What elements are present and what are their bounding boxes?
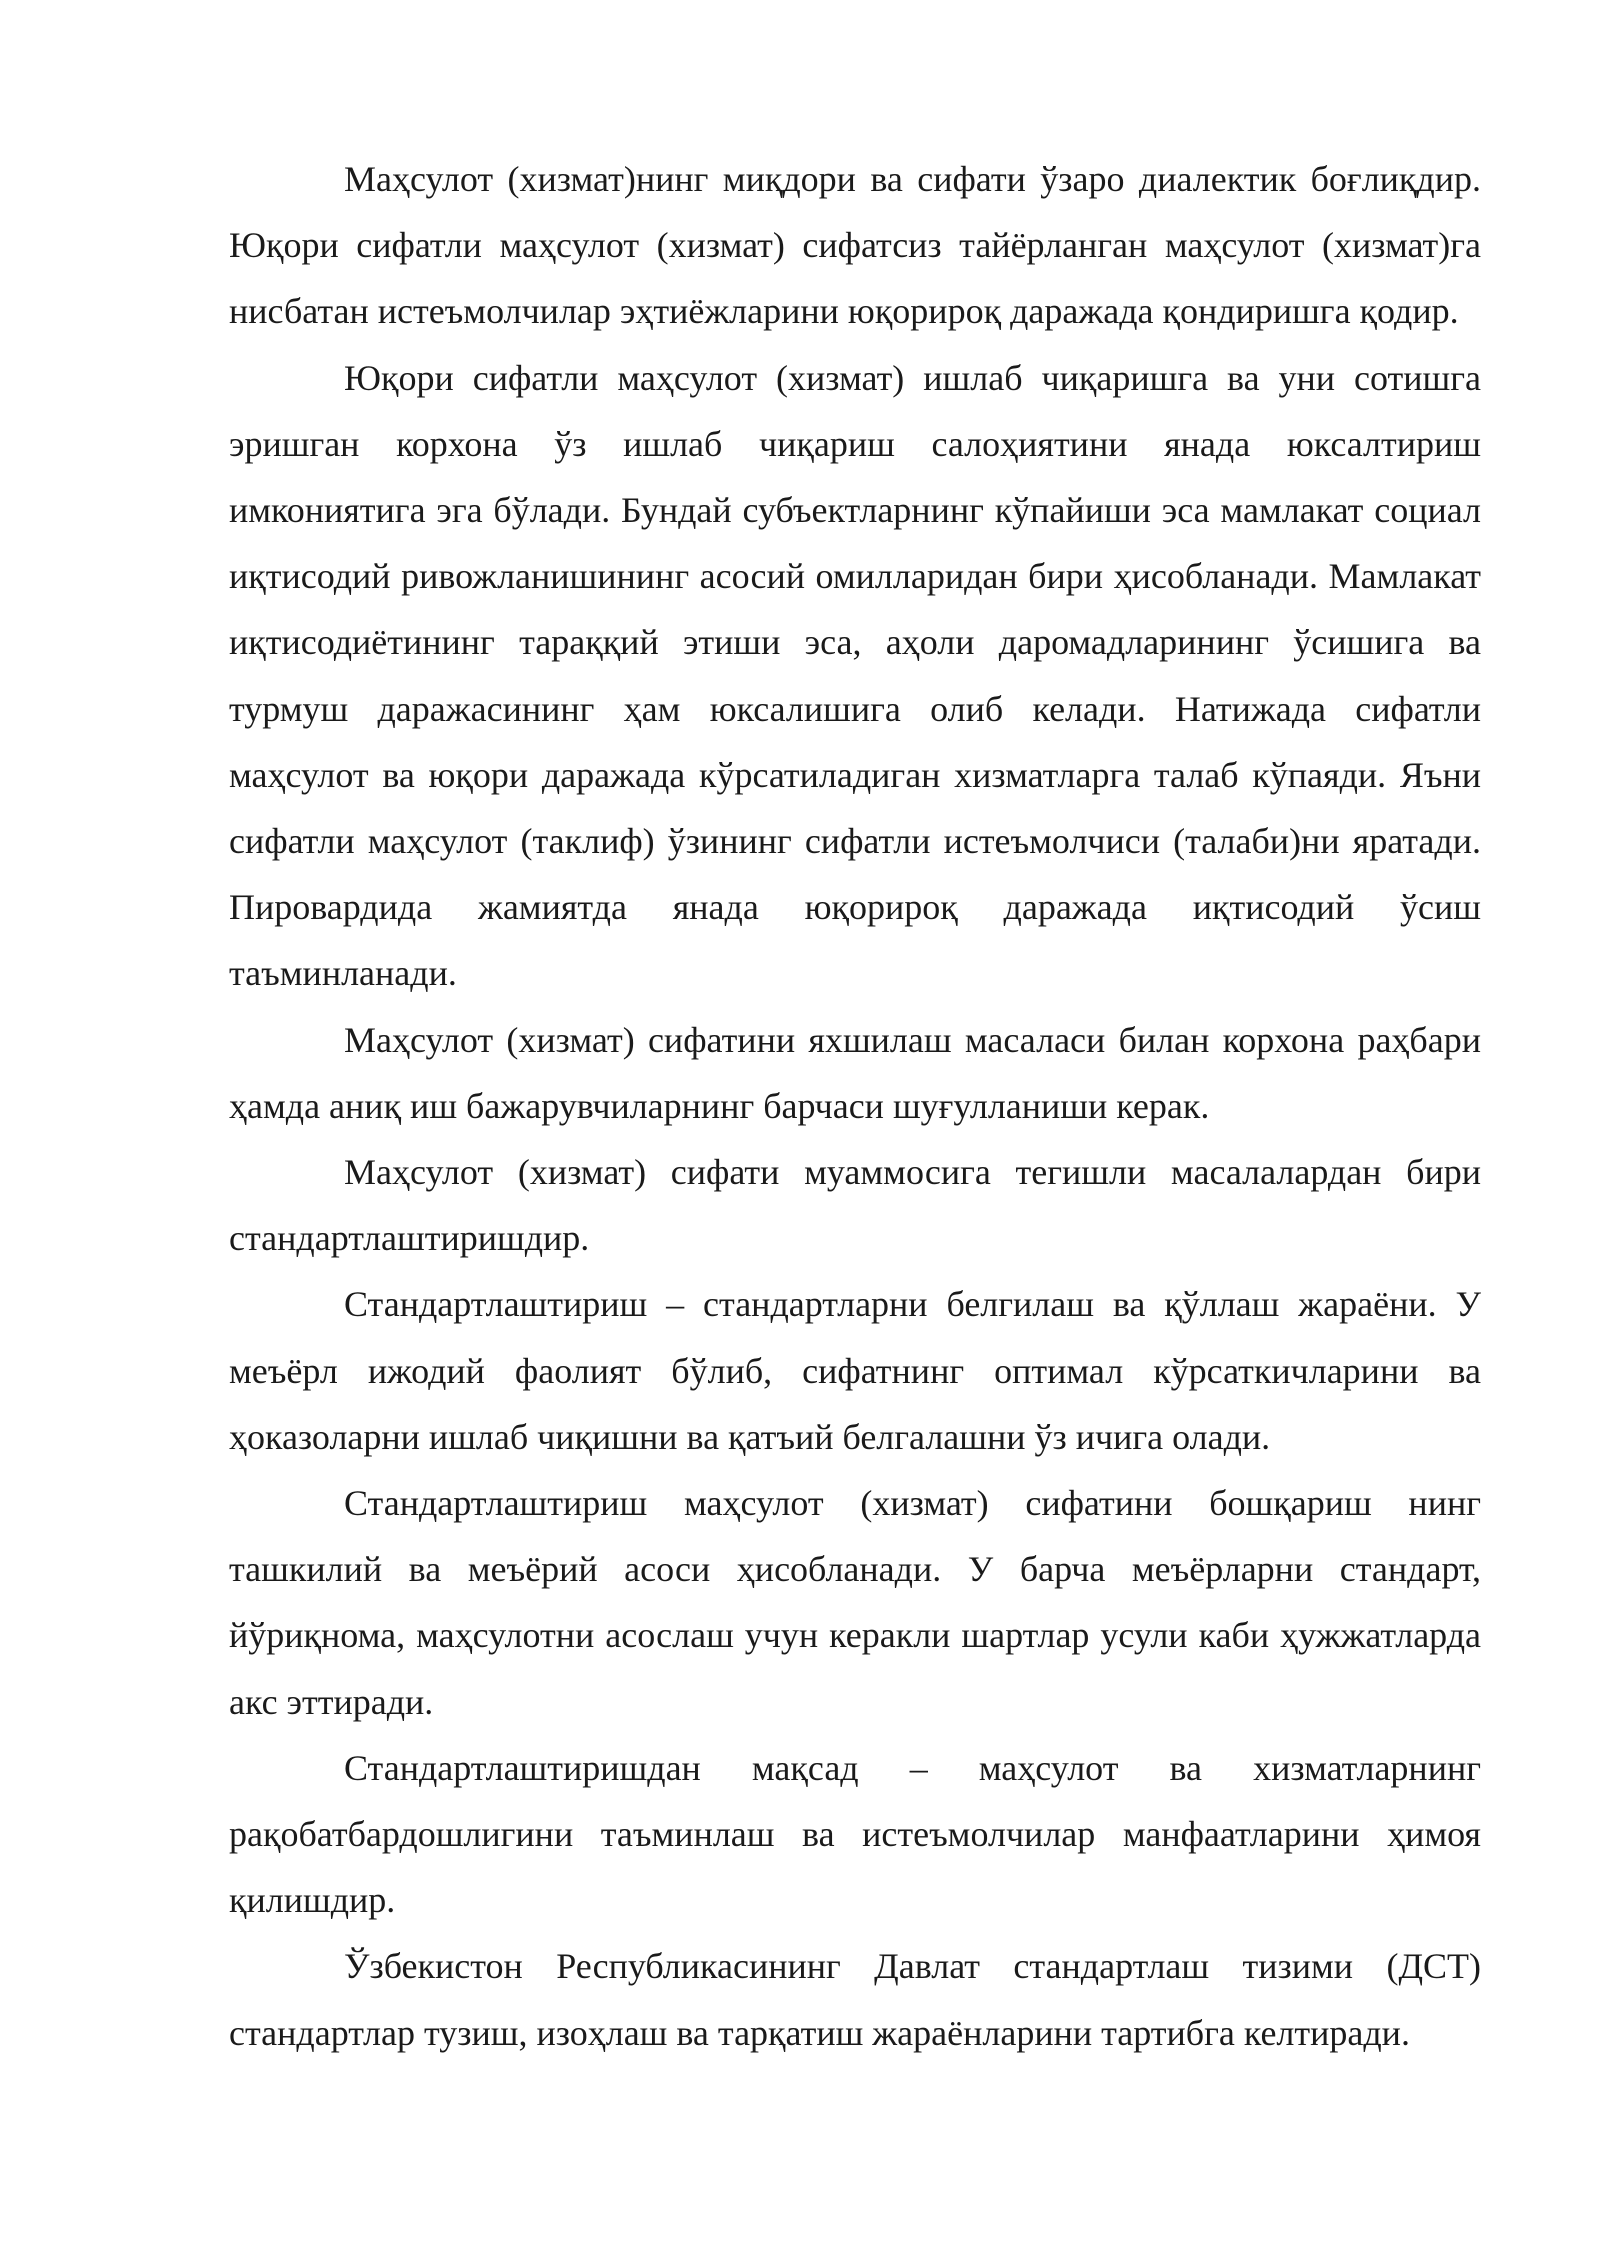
- body-text: [229, 146, 1481, 2066]
- paragraph: Ўзбекистон Республикасининг Давлат стандартлаш тизими (ДСТ) стандартлар тузиш, изоҳлаш ва тарқатиш жараёнларини тартибга келтиради.: [229, 1946, 1481, 2053]
- paragraph: Стандартлаштириш маҳсулот (хизмат) сифатини бошқариш нинг ташкилий ва меъёрий асоси ҳисобланади. У барча меъёрларни стандарт, йўриқнома, маҳсулотни асослаш учун керакли шартлар усули каби ҳужжатларда акс эттиради.: [229, 1483, 1481, 1722]
- paragraph: Маҳсулот (хизмат)нинг миқдори ва сифати ўзаро диалектик боғлиқдир. Юқори сифатли маҳсулот (хизмат) сифатсиз тайёрланган маҳсулот (хизмат)га нисбатан истеъмолчилар эҳтиёжларини юқорироқ даражада қондиришга қодир.: [229, 159, 1481, 332]
- paragraph: Маҳсулот (хизмат) сифати муаммосига тегишли масалалардан бири стандартлаштиришдир.: [229, 1152, 1481, 1259]
- paragraph: Стандартлаштириш – стандартларни белгилаш ва қўллаш жараёни. У меъёрл ижодий фаолият бўлиб, сифатнинг оптимал кўрсаткичларини ва ҳоказоларни ишлаб чиқишни ва қатъий белгалашни ўз ичига олади.: [229, 1284, 1481, 1457]
- paragraph: Юқори сифатли маҳсулот (хизмат) ишлаб чиқаришга ва уни сотишга эришган корхона ўз ишлаб чиқариш салоҳиятини янада юксалтириш имкониятига эга бўлади. Бундай субъектларнинг кўпайиши эса мамлакат социал иқтисодий ривожланишининг асосий омилларидан бири ҳисобланади. Мамлакат иқтисодиётининг тараққий этиши эса, аҳоли даромадларининг ўсишига ва турмуш даражасининг ҳам юксалишига олиб келади. Натижада сифатли маҳсулот ва юқори даражада кўрсатиладиган хизматларга талаб кўпаяди. Яъни сифатли маҳсулот (таклиф) ўзининг сифатли истеъмолчиси (талаби)ни яратади. Пировардида жамиятда янада юқорироқ даражада иқтисодий ўсиш таъминланади.: [229, 357, 1481, 994]
- paragraph: Стандартлаштиришдан мақсад – маҳсулот ва хизматларнинг рақобатбардошлигини таъминлаш ва истеъмолчилар манфаатларини ҳимоя қилишдир.: [229, 1747, 1481, 1921]
- paragraph: Маҳсулот (хизмат) сифатини яхшилаш масаласи билан корхона раҳбари ҳамда аниқ иш бажарувчиларнинг барчаси шуғулланиши керак.: [229, 1019, 1481, 1126]
